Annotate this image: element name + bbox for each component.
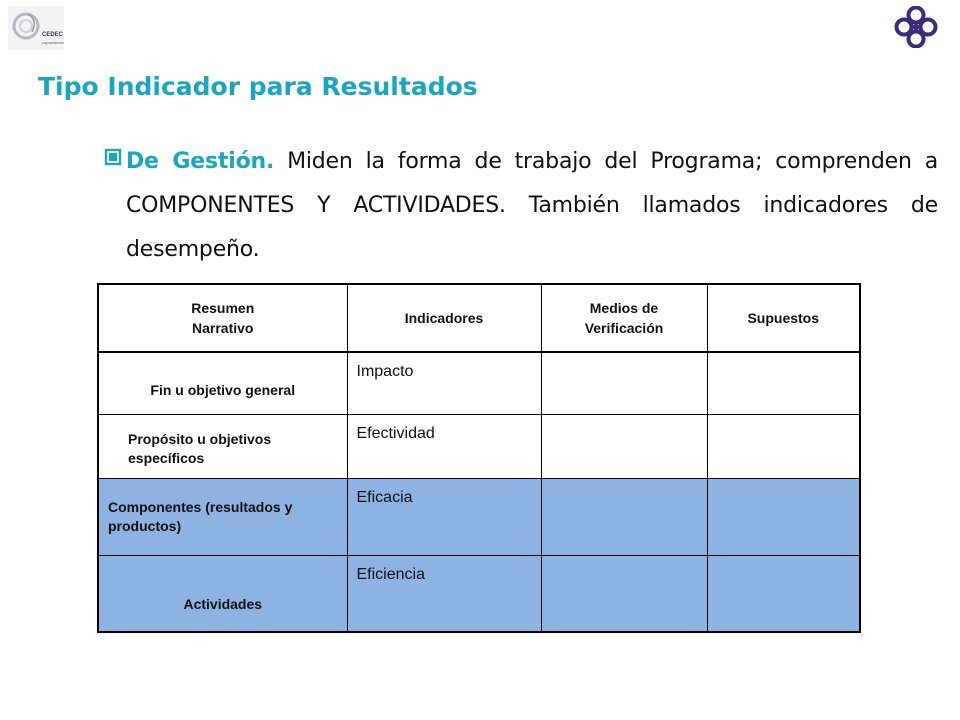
table-header-row [98, 284, 860, 352]
row-indicator: Eficacia [347, 478, 541, 555]
right-logo [892, 6, 940, 48]
logo-sub: capacitación [42, 40, 65, 45]
bullet-paragraph [104, 140, 938, 272]
header-resumen-narrativo [98, 284, 347, 352]
row-supuestos-cell [707, 478, 860, 555]
four-circle-logo-icon [892, 6, 940, 48]
table-row [98, 352, 860, 414]
row-medios-cell [541, 478, 707, 555]
header-col1-line2: Narrativo [192, 320, 254, 336]
table-row [98, 414, 860, 478]
header-col1-line1: Resumen [191, 300, 255, 316]
slide-title: Tipo Indicador para Resultados [38, 72, 478, 101]
header-medios-verificacion [541, 284, 707, 352]
cedec-logo [8, 6, 64, 50]
bullet-lead: De Gestión. [126, 149, 275, 174]
row-indicator: Impacto [347, 352, 541, 414]
row-indicator: Efectividad [347, 414, 541, 478]
row-medios-cell [541, 555, 707, 632]
row-label: Componentes (resultados y productos) [98, 478, 347, 555]
bullet-block [104, 140, 938, 272]
row-indicator: Eficiencia [347, 555, 541, 632]
row-label: Actividades [98, 555, 347, 632]
table-row [98, 555, 860, 632]
bullet-text: Miden la forma de trabajo del Programa; comprenden a COMPONENTES Y ACTIVIDADES. También llamados indicadores de desempeño. [126, 149, 938, 262]
logical-framework-table [97, 283, 861, 633]
header-col3-line1: Medios de [589, 300, 659, 316]
header-supuestos: Supuestos [707, 284, 860, 352]
row-label: Propósito u objetivos específicos [98, 414, 347, 478]
row-medios-cell [541, 352, 707, 414]
logo-name: CEDEC [42, 32, 64, 38]
header-indicadores: Indicadores [347, 284, 541, 352]
row-label: Fin u objetivo general [98, 352, 347, 414]
row-supuestos-cell [707, 555, 860, 632]
table-row [98, 478, 860, 555]
row-medios-cell [541, 414, 707, 478]
row-supuestos-cell [707, 352, 860, 414]
header-col3-line2: Verificación [584, 320, 664, 336]
checkbox-bullet-icon [104, 148, 122, 166]
row-supuestos-cell [707, 414, 860, 478]
